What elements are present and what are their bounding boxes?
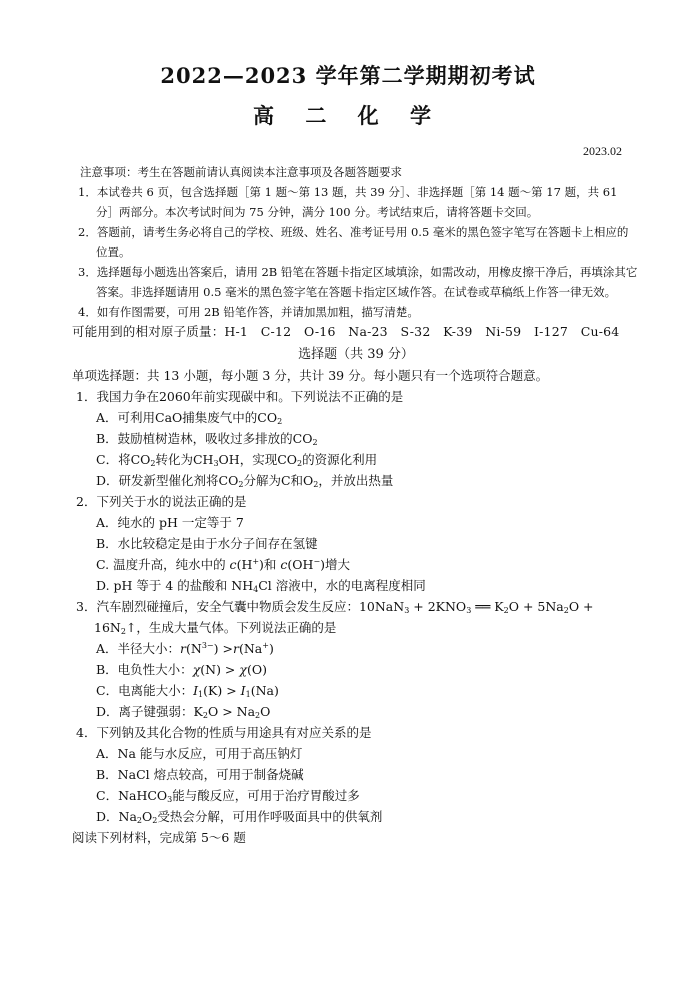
option: A．Na 能与水反应，可用于高压钠灯: [96, 746, 303, 761]
question-3: [74, 596, 638, 722]
option: A．可利用CaO捕集废气中的$CO_2$: [96, 410, 283, 426]
option: B．鼓励植树造林，吸收过多排放的$CO_2$: [96, 431, 318, 447]
option: C．电离能大小：$I_1(K) > I_1(Na)$: [96, 683, 279, 699]
option: D. pH 等于 4 的盐酸和 $NH_4Cl$ 溶液中，水的电离程度相同: [96, 578, 426, 594]
notice-heading: 注意事项：考生在答题前请认真阅读本注意事项及各题答题要求: [80, 165, 402, 179]
notice-item: 2．答题前，请考生务必将自己的学校、班级、姓名、准考证号用 0.5 毫米的黑色签字笔写在答题卡上相应的位置。: [78, 225, 629, 259]
question-1: [74, 386, 638, 491]
exam-subtitle: 高 二 化 学: [253, 103, 443, 128]
option: A．纯水的 pH 一定等于 7: [96, 515, 244, 530]
option: C. 温度升高，纯水中的 c(H+)和 c(OH−)增大: [96, 557, 351, 572]
question-stem: 1．我国力争在2060年前实现碳中和。下列说法不正确的是: [76, 389, 404, 404]
option: D．研发新型催化剂将$CO_2$分解为C和$O_2$，并放出热量: [96, 473, 394, 489]
exam-content: [74, 162, 638, 848]
section-title: 选择题（共 39 分）: [298, 347, 414, 362]
exam-title: 2022—2023 学年第二学期期初考试: [160, 63, 536, 88]
exam-date: 2023.02: [583, 144, 622, 158]
notice-item: 1．本试卷共 6 页，包含选择题［第 1 题～第 13 题，共 39 分］、非选择题［第 14 题～第 17 题，共 61 分］两部分。本次考试时间为 75 分钟，满分 100 分。考试结束后，请将答题卡交回。: [78, 185, 618, 219]
notice-item: 4．如有作图需要，可用 2B 铅笔作答，并请加黑加粗，描写清楚。: [78, 305, 419, 319]
question-2: [74, 491, 638, 596]
option: C．将$CO_2$转化为$CH_3OH$，实现$CO_2$的资源化利用: [96, 452, 378, 468]
atomic-masses: 可能用到的相对原子质量：H-1 C-12 O-16 Na-23 S-32 K-39 Ni-59 I-127 Cu-64: [72, 324, 620, 339]
notice-item: 3．选择题每小题选出答案后，请用 2B 铅笔在答题卡指定区域填涂，如需改动，用橡皮擦干净后，再填涂其它答案。非选择题请用 0.5 毫米的黑色签字笔在答题卡指定区域作答。在试卷或草稿纸上作答一律无效。: [78, 265, 638, 299]
question-stem: 2．下列关于水的说法正确的是: [76, 494, 247, 509]
option: D．离子键强弱：$K_2O > Na_2O$: [96, 704, 271, 720]
option: C．NaHCO$_3$能与酸反应，可用于治疗胃酸过多: [96, 788, 360, 804]
option: D．$Na_2O_2$受热会分解，可用作呼吸面具中的供氧剂: [96, 809, 383, 825]
question-stem: 3．汽车剧烈碰撞后，安全气囊中物质会发生反应：$10NaN_3 + 2KNO_3$ ══ $K_2O + 5Na_2O$ + $16N_2↑$，生成大量气体。下列说法正确的是: [76, 599, 594, 636]
section-instructions: 单项选择题：共 13 小题，每小题 3 分，共计 39 分。每小题只有一个选项符合题意。: [72, 368, 549, 383]
question-4: [74, 722, 638, 827]
option: B．电负性大小：χ(N) > χ(O): [96, 662, 267, 677]
reading-material: 阅读下列材料，完成第 5～6 题: [72, 830, 246, 845]
option: B．NaCl 熔点较高，可用于制备烧碱: [96, 767, 304, 782]
option: B．水比较稳定是由于水分子间存在氢键: [96, 536, 318, 551]
question-stem: 4．下列钠及其化合物的性质与用途具有对应关系的是: [76, 725, 372, 740]
option: A．半径大小：$r(N^{3-}) >r(Na^+)$: [96, 641, 274, 656]
